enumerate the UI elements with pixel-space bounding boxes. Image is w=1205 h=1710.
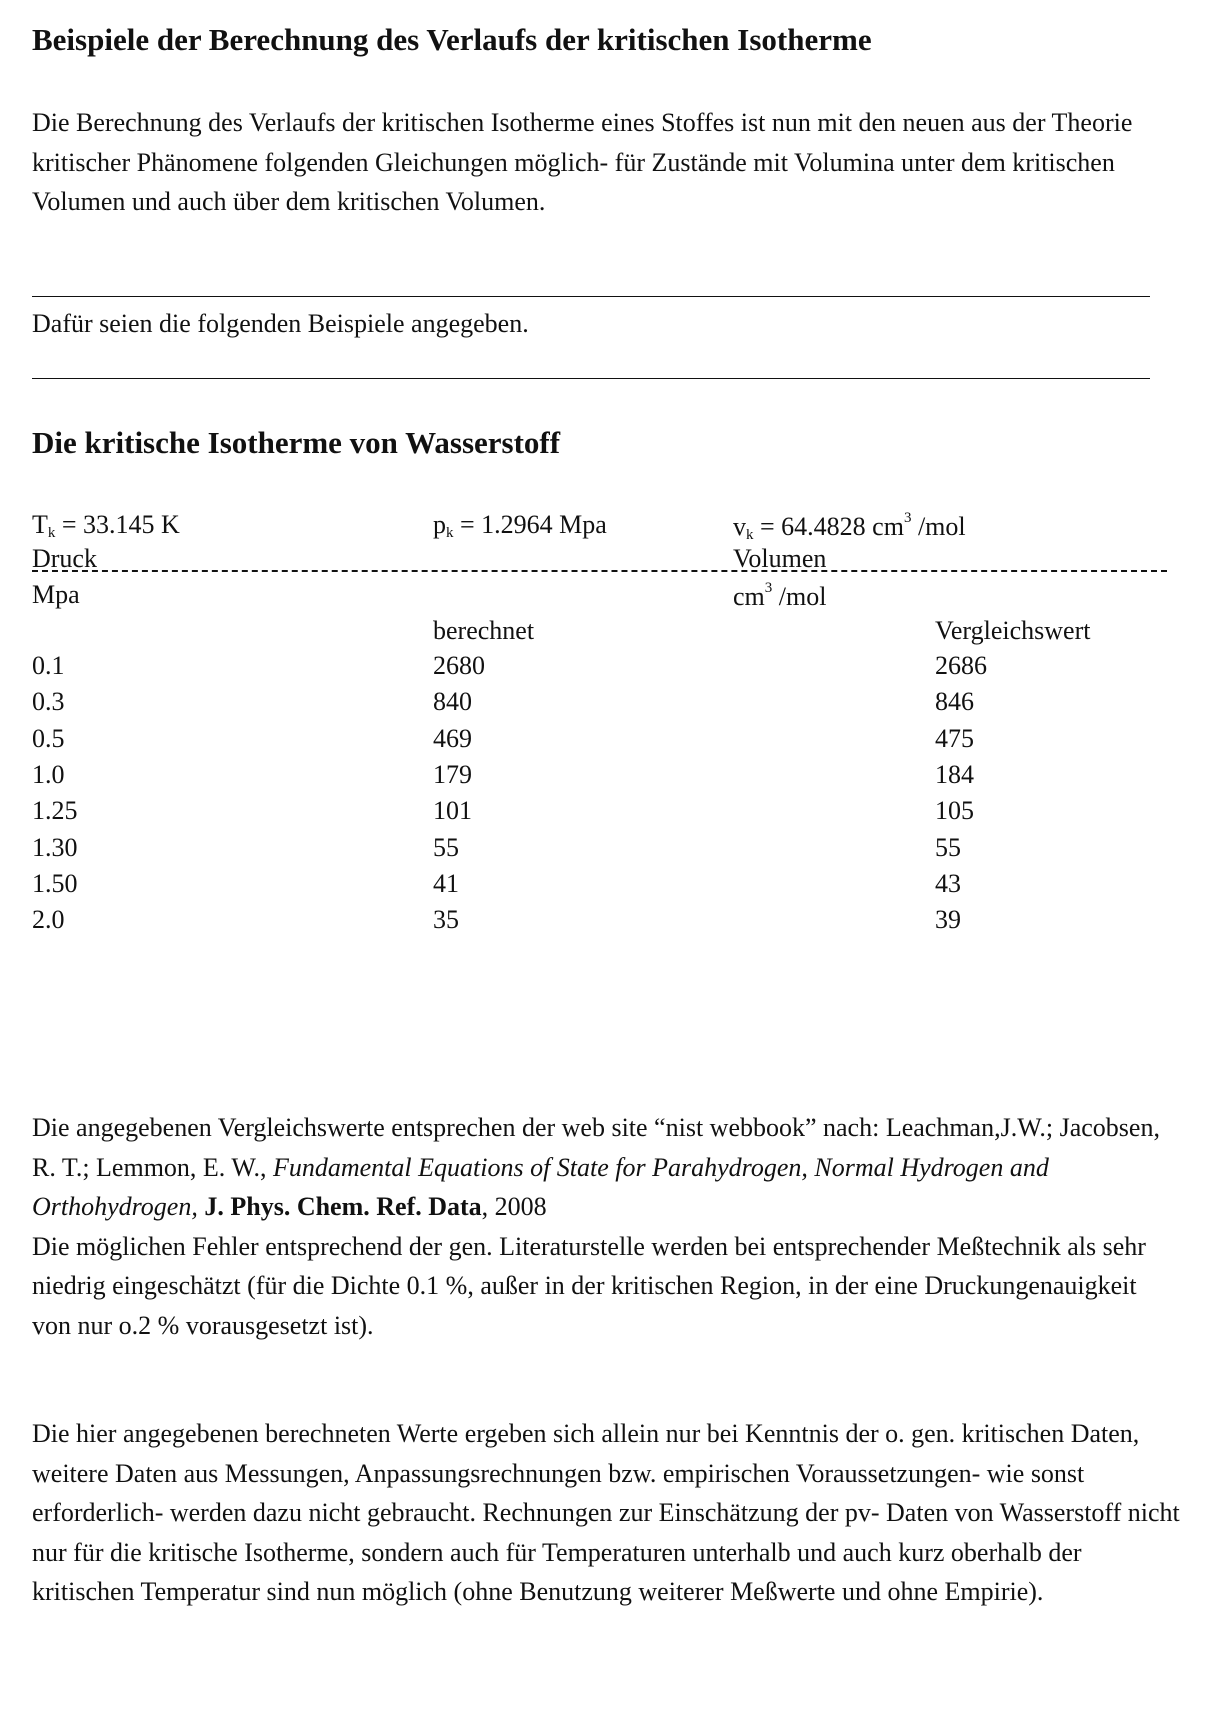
pressure-cell: 1.30 [32, 832, 78, 862]
page-title: Beispiele der Berechnung des Verlaufs der kritischen Isotherme [32, 22, 872, 57]
reference-title: Fundamental Equations of State for Parahydrogen, Normal Hydrogen and Orthohydrogen, [32, 1152, 1049, 1221]
reference-volume-cell: 105 [935, 796, 974, 826]
section-title: Die kritische Isotherme von Wasserstoff [32, 425, 561, 460]
pressure-cell: 0.1 [32, 651, 65, 680]
ref-column-header: Vergleichswert [935, 616, 1091, 645]
reference-volume-cell: 2686 [935, 651, 987, 680]
conclusion-paragraph: Die hier angegebenen berechneten Werte ergeben sich allein nur bei Kenntnis der o. gen. kritischen Daten, weitere Daten aus Messungen, Anpassungsrechnungen bzw. empirischen Voraussetzungen- wie sonst erforderlich- werden dazu nicht gebraucht. Rechnungen zur Einschätzung der pv- Daten von Wasserstoff nicht nur für die kritische Isotherme, sondern auch für Temperaturen unterhalb und auch kurz oberhalb der kritischen Temperatur sind nun möglich (ohne Benutzung weiterer Meßwerte und ohne Empirie). [32, 1419, 1180, 1606]
reference-volume-cell: 475 [935, 723, 974, 753]
reference-volume-cell: 846 [935, 687, 974, 717]
reference-journal: J. Phys. Chem. Ref. Data [204, 1192, 482, 1221]
volumen-header: Volumen [733, 544, 827, 573]
pressure-cell: 0.5 [32, 723, 65, 753]
pressure-cell: 1.25 [32, 796, 78, 826]
reference-volume-cell: 39 [935, 905, 961, 935]
critical-temperature: $T_k = 33.145$ K [32, 510, 180, 541]
reference-volume-cell: 55 [935, 832, 961, 862]
calculated-volume-cell: 35 [433, 905, 459, 935]
druck-unit: Mpa [32, 580, 80, 609]
reference-volume-cell: 184 [935, 759, 974, 789]
calculated-volume-cell: 469 [433, 723, 472, 753]
pressure-cell: 1.50 [32, 868, 78, 898]
calculated-volume-cell: 55 [433, 832, 459, 862]
critical-pressure: $p_k = 1.2964$ Mpa [433, 510, 607, 541]
druck-header: Druck [32, 544, 97, 573]
calculated-volume-cell: 179 [433, 759, 472, 789]
divider-top [32, 296, 1150, 297]
reference-paragraph: Die angegebenen Vergleichswerte entsprechen der web site “nist webbook” nach: Leachman,J.W.; Jacobsen, R. T.; Lemmon, E. W., Fundamental Equations of State for Parahydrogen, Normal Hydrogen and Orthohydrogen, J. Phys. Chem. Ref. Data, 2008 Die möglichen Fehler entsprechend der gen. Literaturstelle werden bei entsprechender Meßtechnik als sehr niedrig eingeschätzt (für die Dichte 0.1 %, außer in der kritischen Region, in der eine Druckungenauigkeit von nur o.2 % vorausgesetzt ist). [32, 1113, 1160, 1340]
pressure-cell: 1.0 [32, 759, 65, 789]
divider-bottom [32, 378, 1150, 379]
reference-volume-cell: 43 [935, 868, 961, 898]
intro-paragraph: Die Berechnung des Verlaufs der kritischen Isotherme eines Stoffes ist nun mit den neuen aus der Theorie kritischer Phänomene folgenden Gleichungen möglich- für Zustände mit Volumina unter dem kritischen Volumen und auch über dem kritischen Volumen. [32, 108, 1133, 216]
volumen-unit: $cm^3$ /mol [733, 580, 827, 611]
calculated-volume-cell: 41 [433, 868, 459, 898]
dashed-separator [32, 570, 1167, 572]
calculated-volume-cell: 101 [433, 796, 472, 826]
calc-column-header: berechnet [433, 616, 535, 645]
calculated-volume-cell: 840 [433, 687, 472, 717]
calculated-volume-cell: 2680 [433, 651, 485, 680]
error-note: Die möglichen Fehler entsprechend der gen. Literaturstelle werden bei entsprechender Meßtechnik als sehr niedrig eingeschätzt (für die Dichte 0.1 %, außer in der kritischen Region, in der eine Druckungenauigkeit von nur o.2 % vorausgesetzt ist). [32, 1231, 1146, 1340]
pressure-cell: 0.3 [32, 687, 65, 717]
pressure-cell: 2.0 [32, 905, 65, 935]
examples-note: Dafür seien die folgenden Beispiele angegeben. [32, 309, 529, 338]
critical-volume: $v_k = 64.4828$ $cm^3$ /mol [733, 510, 966, 543]
